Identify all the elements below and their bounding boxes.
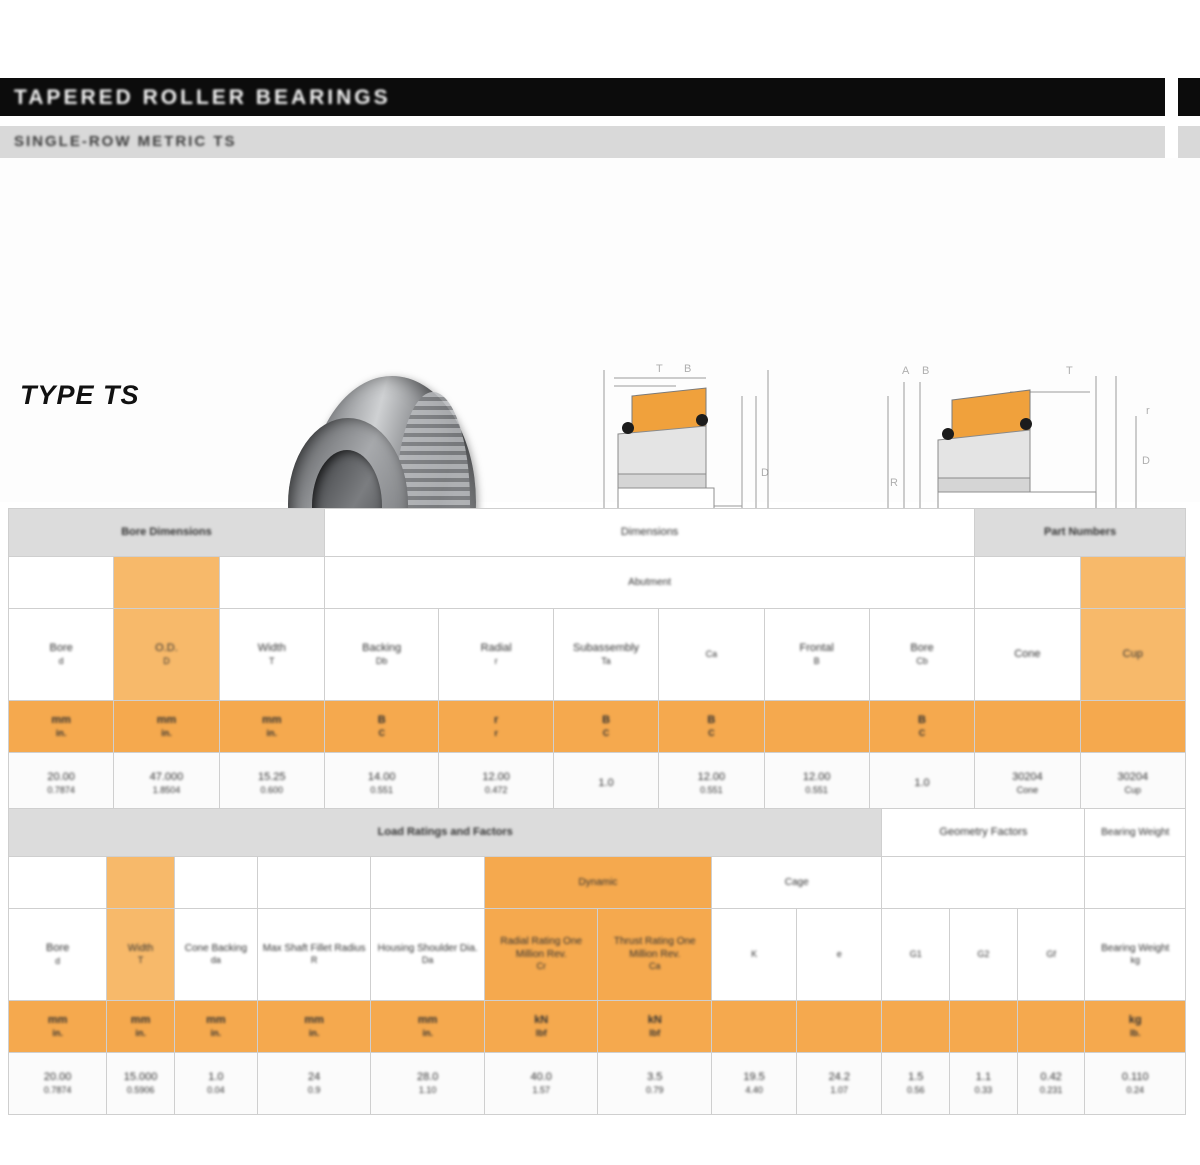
unit-sub-8: C [918,727,926,738]
t2-unit-1: mm [130,1014,151,1026]
t2-col-sym-thrust-rating: Ca [648,961,661,972]
t2-col-label-bore: Bore [46,942,70,954]
t2-cell-10: 1.1 [975,1071,992,1083]
t2-col-label-radial-rating: Radial Rating One Million Rev. [500,936,583,960]
svg-text:T: T [656,363,663,375]
t2-cell-sub-9: 0.56 [906,1084,925,1095]
cell-2: 15.25 [258,771,286,783]
svg-text:D: D [761,467,769,479]
svg-text:B: B [684,363,692,375]
table-row [9,1053,1186,1115]
unit-3: B [377,714,386,726]
figure-area [0,158,1200,502]
cell-7: 12.00 [802,771,831,783]
subgroup-header-abutment: Abutment [628,576,671,588]
t2-cell-9: 1.5 [908,1071,924,1083]
t2-cell-5: 40.0 [530,1071,552,1083]
table2-column-header-row [9,909,1186,1001]
t2-cell-1: 15.000 [123,1071,158,1083]
dimensions-table [8,508,1186,815]
table-group-header-row [9,509,1186,557]
t2-unit-sub-3: in. [308,1027,320,1038]
col-label-bore-cb: Bore [910,642,934,654]
unit-sub-4: r [494,727,498,738]
page-right-margin [1190,508,1200,1148]
t2-col-label-weight: Bearing Weight [1101,942,1170,954]
col-label-subassembly: Subassembly [573,642,640,654]
t2-col-label-housing-shoulder: Housing Shoulder Dia. [377,942,478,954]
cell-6: 12.00 [697,771,726,783]
t2-cell-7: 19.5 [743,1071,765,1083]
col-label-bore: Bore [49,642,73,654]
subgroup-header-cage: Cage [784,876,809,888]
group-header-bore-dimensions: Bore Dimensions [121,525,212,538]
col-label-cup: Cup [1122,647,1143,660]
unit-2: mm [262,714,282,726]
t2-unit-sub-12: lb. [1129,1027,1141,1038]
t2-unit-sub-6: lbf [649,1027,661,1038]
col-sym-radial: r [494,655,498,666]
t2-col-sym-bore: d [55,955,61,966]
t2-unit-6: kN [647,1014,662,1026]
svg-text:A: A [902,365,910,377]
cell-1: 47.000 [149,771,184,783]
unit-6: B [707,714,716,726]
unit-5: B [602,714,611,726]
cell-9: 30204 [1012,771,1043,783]
cell-4: 12.00 [482,771,510,783]
svg-text:B: B [922,365,930,377]
svg-text:R: R [890,477,898,489]
t2-col-sym-cone-backing: da [210,955,221,966]
col-label-frontal: Frontal [799,642,834,654]
unit-8: B [918,714,926,726]
table-subgroup-row [9,557,1186,609]
unit-sub-6: C [708,727,715,738]
group-header-load-ratings: Load Ratings and Factors [377,825,513,838]
t2-col-label-shaft-fillet: Max Shaft Fillet Radius [262,942,366,954]
t2-unit-sub-4: in. [422,1027,433,1038]
table-row [9,753,1186,815]
page-subheader-bar-right [1178,126,1200,158]
group-header-dimensions: Dimensions [620,525,679,538]
table-column-header-row [9,609,1186,701]
cell-3: 14.00 [367,771,396,783]
t2-cell-sub-3: 0.9 [307,1084,321,1095]
t2-col-label-width: Width [127,942,154,954]
t2-unit-sub-1: in. [135,1027,146,1038]
t2-cell-6: 3.5 [647,1071,663,1083]
t2-unit-sub-5: lbf [535,1027,547,1038]
col-sym-ca: Ca [705,648,718,659]
page-title: TAPERED ROLLER BEARINGS [14,86,391,109]
t2-cell-11: 0.42 [1040,1071,1062,1083]
svg-text:r: r [1146,405,1150,417]
t2-unit-12: kg [1128,1014,1142,1026]
col-sym-width: T [269,655,275,666]
t2-col-sym-radial-rating: Cr [536,961,546,972]
t2-cell-0: 20.00 [43,1071,72,1083]
col-label-od: O.D. [155,642,178,654]
col-sym-backing: Db [375,655,388,666]
table2-subgroup-row [9,857,1186,909]
unit-4: r [494,714,499,726]
t2-cell-12: 0.110 [1121,1071,1149,1083]
t2-cell-8: 24.2 [828,1071,850,1083]
t2-cell-sub-12: 0.24 [1126,1084,1144,1095]
t2-cell-sub-0: 0.7874 [43,1084,72,1095]
col-sym-frontal: B [813,655,820,666]
t2-cell-sub-10: 0.33 [974,1084,993,1095]
t2-col-label-g2: G2 [977,948,990,959]
unit-sub-0: in. [55,727,67,738]
cell-sub-10: Cup [1124,784,1142,795]
cell-sub-0: 0.7874 [47,784,75,795]
cell-sub-2: 0.600 [260,784,284,795]
t2-col-label-gf: Gf [1046,948,1056,959]
unit-sub-5: C [602,727,610,738]
t2-cell-3: 24 [308,1071,321,1083]
load-ratings-table [8,808,1186,1115]
cell-sub-4: 0.472 [484,784,508,795]
t2-unit-5: kN [534,1014,549,1026]
cell-sub-7: 0.551 [805,784,828,795]
t2-unit-4: mm [417,1014,438,1026]
t2-unit-0: mm [47,1014,68,1026]
cell-8: 1.0 [914,776,930,789]
t2-unit-3: mm [304,1014,324,1026]
t2-col-sym-width: T [137,955,144,966]
cell-sub-6: 0.551 [700,784,723,795]
t2-col-label-thrust-rating: Thrust Rating One Million Rev. [613,936,696,960]
group-header-bearing-weight: Bearing Weight [1101,826,1170,838]
t2-col-label-g1: G1 [909,948,922,959]
group-header-geometry-factors: Geometry Factors [939,825,1028,838]
col-sym-subassembly: Ta [601,655,611,666]
subgroup-header-dynamic: Dynamic [578,876,618,888]
unit-sub-1: in. [161,727,172,738]
t2-cell-sub-7: 4.40 [745,1084,763,1095]
col-label-width: Width [257,642,286,654]
t2-cell-sub-1: 0.5906 [126,1084,155,1095]
t2-cell-2: 1.0 [208,1071,224,1083]
t2-cell-sub-2: 0.04 [207,1084,225,1095]
t2-unit-sub-0: in. [52,1027,63,1038]
col-sym-od: D [163,655,170,666]
cell-sub-3: 0.551 [370,784,393,795]
cell-sub-1: 1.8504 [152,784,181,795]
unit-0: mm [51,714,71,726]
table2-units-row [9,1001,1186,1053]
t2-unit-2: mm [206,1014,226,1026]
unit-1: mm [156,714,177,726]
group-header-part-numbers: Part Numbers [1044,525,1117,538]
svg-text:T: T [1066,365,1073,377]
t2-cell-sub-11: 0.231 [1039,1084,1063,1095]
cell-5: 1.0 [598,776,614,789]
cell-0: 20.00 [47,771,75,783]
page-header-bar [0,78,1165,116]
page-header-bar-right [1178,78,1200,116]
cell-sub-9: Cone [1016,784,1039,795]
t2-cell-sub-6: 0.79 [645,1084,664,1095]
t2-col-sym-k: K [751,948,758,959]
t2-col-sym-weight: kg [1130,955,1140,966]
svg-text:D: D [1142,455,1150,467]
t2-cell-4: 28.0 [416,1071,439,1083]
col-sym-bore: d [58,655,64,666]
bearing-type-label: TYPE TS [20,380,140,410]
t2-col-label-cone-backing: Cone Backing [184,942,248,954]
page-subtitle: SINGLE-ROW METRIC TS [14,133,237,150]
t2-col-sym-e: e [836,948,842,959]
unit-sub-3: C [378,727,385,738]
t2-col-sym-housing-shoulder: Da [421,955,434,966]
t2-col-sym-shaft-fillet: R [310,955,318,966]
table-units-row [9,701,1186,753]
col-label-backing: Backing [362,642,402,654]
t2-unit-sub-2: in. [210,1027,222,1038]
col-label-radial: Radial [480,642,512,654]
t2-cell-sub-4: 1.10 [418,1084,437,1095]
t2-cell-sub-8: 1.07 [830,1084,849,1095]
t2-cell-sub-5: 1.57 [532,1084,550,1095]
col-label-cone: Cone [1014,647,1041,660]
unit-sub-2: in. [266,727,278,738]
table2-group-header-row [9,809,1186,857]
col-sym-bore-cb: Cb [916,655,928,666]
cell-10: 30204 [1117,771,1149,783]
page-subheader-bar [0,126,1165,158]
